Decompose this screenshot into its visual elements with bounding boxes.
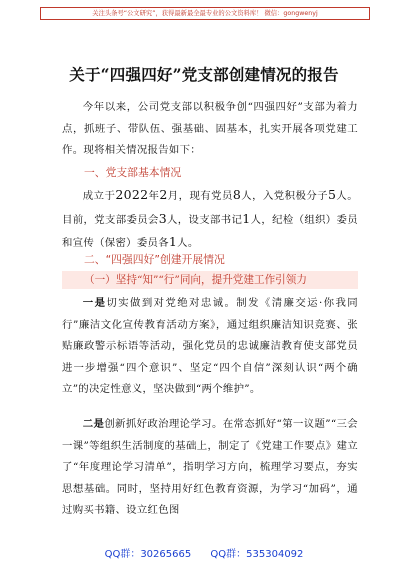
s1-text: 月，现有党员 xyxy=(167,190,233,202)
s1-text: 年 xyxy=(148,190,160,202)
s1-activists: 5 xyxy=(328,187,337,202)
top-banner: 关注头条号“公文研究”，获得最新最全最专业的公文资料库！ 微信：gongwenyj xyxy=(40,7,370,20)
footer xyxy=(0,545,408,560)
s1-year: 2022 xyxy=(115,187,149,202)
para1-text: 切实做到对党绝对忠诚。制发《清廉交运·你我同行”廉洁文化宣传教育活动方案》，通过组织廉洁知识竞赛、张贴廉政警示标语等活动，强化党员的忠诚廉洁教育使支部党员进一步增强“四个意识”、坚定“四个自信”深刻认识“两个确立”的决定性意义，坚决做到“两个维护”。 xyxy=(62,297,358,395)
document-title: 关于“四强四好”党支部创建情况的报告 xyxy=(69,65,339,84)
s1-text: 成立于 xyxy=(82,190,116,202)
s1-text: 人，设支部书记 xyxy=(166,213,243,226)
section2-heading: 二、“四强四好”创建开展情况 xyxy=(84,253,225,266)
s1-each: 1 xyxy=(168,234,178,249)
intro-paragraph: 今年以来，公司党支部以积极争创“四强四好”支部为着力点，抓班子、带队伍、强基础、固基本，扎实开展各项党建工作。现将相关情况报告如下： xyxy=(62,101,358,156)
s1-text: 人，纪检（组织）委员和宣传（保密）委员各 xyxy=(62,213,358,249)
para1-lead: 一是 xyxy=(82,297,107,309)
s1-secretary: 1 xyxy=(242,210,251,226)
s1-committee: 3 xyxy=(158,210,167,226)
s1-text: 人，入党积极分子 xyxy=(241,190,329,202)
s1-text: 人。 xyxy=(177,237,199,249)
para2-text: 创新抓好政治理论学习。在常态抓好“第一议题”“三会一课”等组织生活制度的基础上，制定了《党建工作要点》建立了“年度理论学习清单”，指明学习方向，梳理学习要点，夯实思想基础。同时，坚持用好红色教育资源，为学习“加码”，通过购买书籍、设立红色图 xyxy=(62,418,358,516)
s1-text: 人。目前，党支部委员会 xyxy=(62,190,358,226)
footer-qq-2: QQ群：535304092 xyxy=(210,549,304,560)
section2-subheading: （一）坚持“知”“行”同向，提升党建工作引领力 xyxy=(84,274,307,286)
s1-members: 8 xyxy=(232,187,242,202)
s1-month: 2 xyxy=(159,187,168,202)
para2-lead: 二是 xyxy=(82,418,105,430)
section1-heading: 一、党支部基本情况 xyxy=(84,166,182,179)
section2-paragraph-2 xyxy=(62,414,358,522)
section2-paragraph-1 xyxy=(62,293,358,401)
section1-paragraph xyxy=(62,184,358,255)
footer-qq-1: QQ群：30265665 xyxy=(104,549,192,560)
